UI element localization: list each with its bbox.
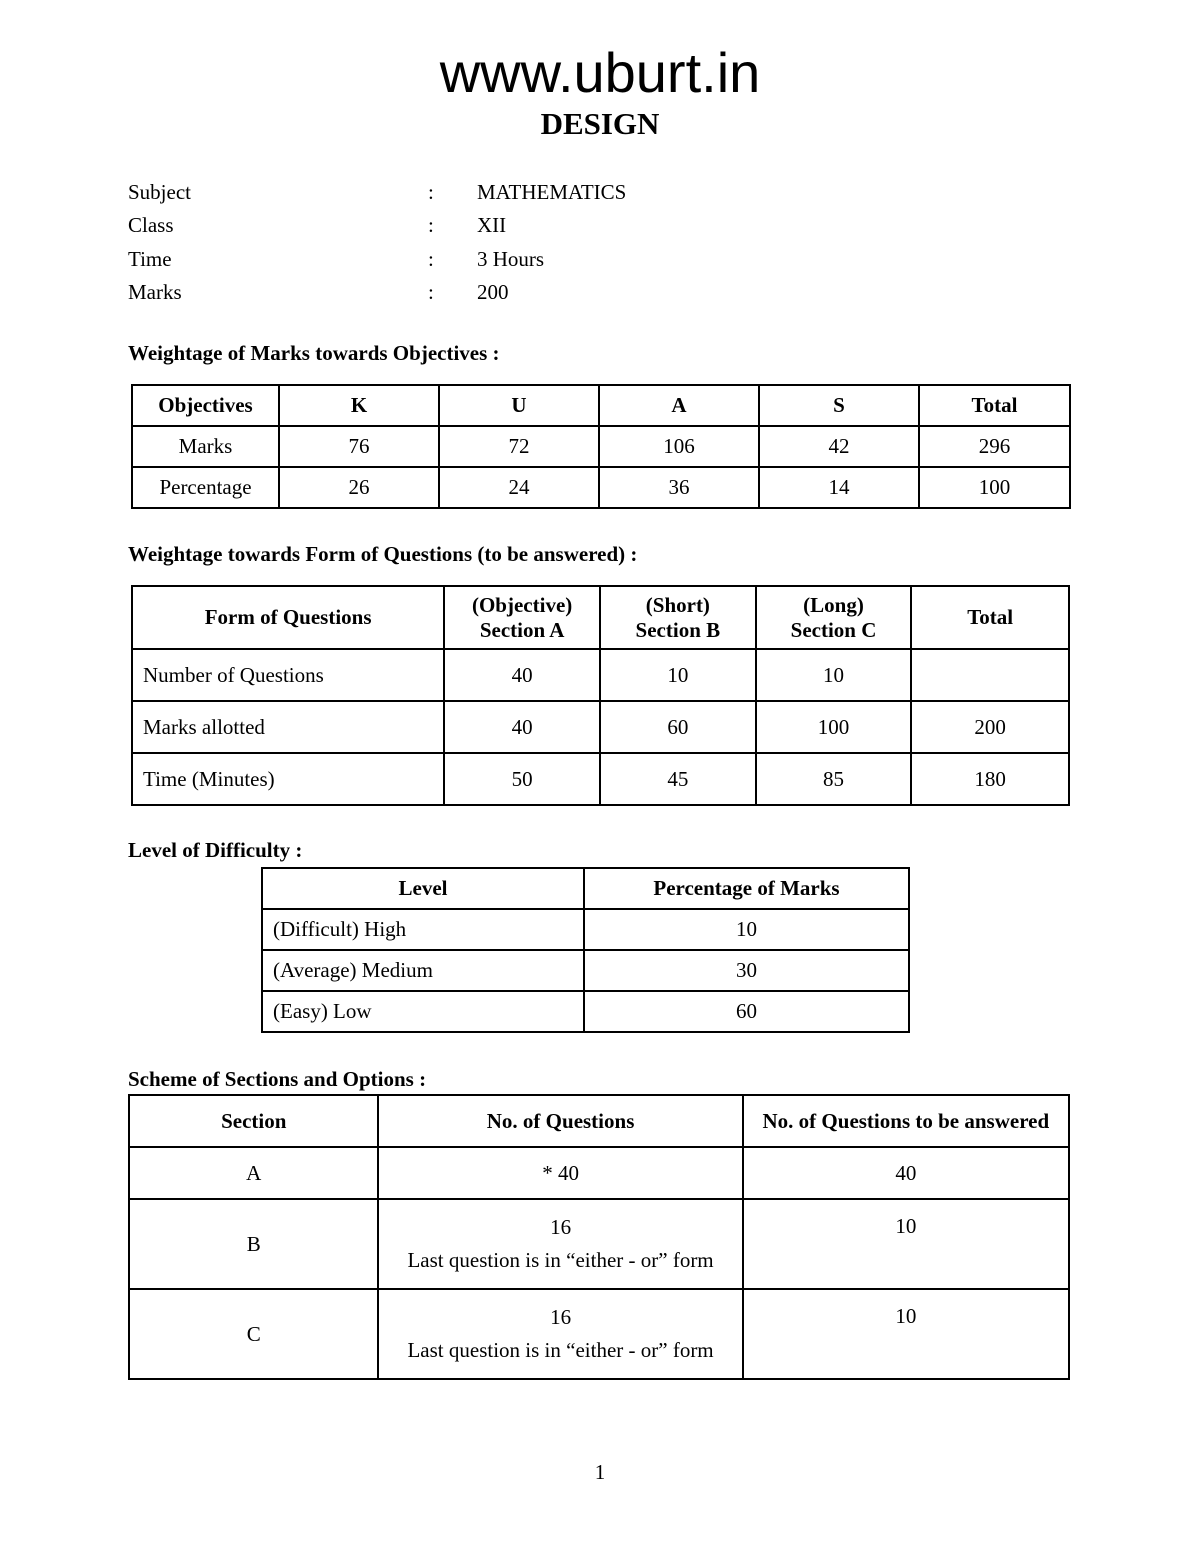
header-cell: Level xyxy=(262,868,584,909)
cell: Time (Minutes) xyxy=(132,753,444,805)
cell: (Difficult) High xyxy=(262,909,584,950)
table-row xyxy=(129,1199,1069,1289)
table-row xyxy=(262,950,909,991)
info-label: Marks xyxy=(128,279,182,304)
cell: 10 xyxy=(743,1199,1069,1289)
cell-note: Last question is in “either - or” form xyxy=(407,1338,714,1362)
info-sep: : xyxy=(428,213,434,238)
table-row xyxy=(132,649,1069,701)
cell: 106 xyxy=(599,426,759,467)
table-row xyxy=(129,1147,1069,1199)
header-cell: S xyxy=(759,385,919,426)
cell: C xyxy=(129,1289,378,1379)
cell xyxy=(378,1199,742,1289)
cell: 60 xyxy=(584,991,909,1032)
cell: 72 xyxy=(439,426,599,467)
info-sep: : xyxy=(428,279,434,304)
header-line: Section B xyxy=(635,617,721,642)
cell: 100 xyxy=(919,467,1070,508)
table-row xyxy=(132,426,1070,467)
site-url: www.uburt.in xyxy=(439,41,761,104)
table-header-row xyxy=(129,1095,1069,1147)
header-cell: Total xyxy=(911,586,1069,649)
header-cell: K xyxy=(279,385,439,426)
objectives-table xyxy=(131,384,1071,509)
cell: 85 xyxy=(756,753,912,805)
info-value: 3 Hours xyxy=(477,246,545,271)
table-header-row xyxy=(132,586,1069,649)
cell: 100 xyxy=(756,701,912,753)
table-row xyxy=(262,909,909,950)
difficulty-heading: Level of Difficulty : xyxy=(128,838,303,862)
info-sep: : xyxy=(428,180,434,204)
cell: 45 xyxy=(600,753,756,805)
cell: 14 xyxy=(759,467,919,508)
info-label: Subject xyxy=(128,180,191,204)
header-line: (Objective) xyxy=(471,592,573,617)
header-line: (Short) xyxy=(645,592,710,617)
cell: 296 xyxy=(919,426,1070,467)
cell: (Average) Medium xyxy=(262,950,584,991)
table-header-row xyxy=(262,868,909,909)
cell: 50 xyxy=(444,753,600,805)
info-label: Class xyxy=(128,213,174,238)
page-number: 1 xyxy=(594,1460,606,1484)
scheme-heading: Scheme of Sections and Options : xyxy=(128,1067,427,1091)
header-cell: Total xyxy=(919,385,1070,426)
info-row-time xyxy=(128,243,828,276)
cell: 10 xyxy=(600,649,756,701)
info-sep: : xyxy=(428,246,434,271)
header-cell: A xyxy=(599,385,759,426)
cell: 10 xyxy=(756,649,912,701)
cell: 76 xyxy=(279,426,439,467)
cell: 10 xyxy=(584,909,909,950)
forms-table xyxy=(131,585,1070,806)
header-cell: No. of Questions to be answered xyxy=(743,1095,1069,1147)
info-row-marks xyxy=(128,276,828,309)
cell: 42 xyxy=(759,426,919,467)
cell: 26 xyxy=(279,467,439,508)
cell: 30 xyxy=(584,950,909,991)
cell: Number of Questions xyxy=(132,649,444,701)
header-cell: No. of Questions xyxy=(378,1095,742,1147)
info-value: 200 xyxy=(477,279,509,304)
cell xyxy=(378,1289,742,1379)
info-row-subject xyxy=(128,176,828,209)
info-label: Time xyxy=(128,246,172,271)
cell: 60 xyxy=(600,701,756,753)
cell-note: Last question is in “either - or” form xyxy=(407,1248,714,1272)
cell: * 40 xyxy=(378,1147,742,1199)
info-value: MATHEMATICS xyxy=(477,180,627,204)
cell xyxy=(911,649,1069,701)
info-value: XII xyxy=(477,213,507,238)
table-row xyxy=(132,753,1069,805)
cell: B xyxy=(129,1199,378,1289)
table-row xyxy=(129,1289,1069,1379)
cell: Marks allotted xyxy=(132,701,444,753)
header-cell xyxy=(756,586,912,649)
cell-value: 16 xyxy=(550,1305,572,1329)
table-row xyxy=(132,701,1069,753)
header-line: (Long) xyxy=(803,592,864,617)
cell: 40 xyxy=(743,1147,1069,1199)
table-row xyxy=(132,467,1070,508)
cell: (Easy) Low xyxy=(262,991,584,1032)
header-line: Section A xyxy=(479,617,565,642)
page-title: DESIGN xyxy=(540,106,660,141)
scheme-table xyxy=(128,1094,1070,1380)
cell: A xyxy=(129,1147,378,1199)
cell: Percentage xyxy=(132,467,279,508)
difficulty-table xyxy=(261,867,910,1033)
cell: Marks xyxy=(132,426,279,467)
cell: 40 xyxy=(444,649,600,701)
info-block xyxy=(128,176,828,309)
header-cell: U xyxy=(439,385,599,426)
cell: 200 xyxy=(911,701,1069,753)
table-header-row xyxy=(132,385,1070,426)
cell-value: 16 xyxy=(550,1215,572,1239)
info-row-class xyxy=(128,209,828,242)
header-line: Section C xyxy=(790,617,877,642)
header-cell: Form of Questions xyxy=(132,586,444,649)
cell: 36 xyxy=(599,467,759,508)
cell: 10 xyxy=(743,1289,1069,1379)
objectives-heading: Weightage of Marks towards Objectives : xyxy=(128,341,500,365)
cell: 180 xyxy=(911,753,1069,805)
cell: 40 xyxy=(444,701,600,753)
header-cell: Percentage of Marks xyxy=(584,868,909,909)
cell: 24 xyxy=(439,467,599,508)
header-cell xyxy=(444,586,600,649)
header-cell xyxy=(600,586,756,649)
table-row xyxy=(262,991,909,1032)
header-cell: Objectives xyxy=(132,385,279,426)
header-cell: Section xyxy=(129,1095,378,1147)
forms-heading: Weightage towards Form of Questions (to be answered) : xyxy=(128,542,638,566)
